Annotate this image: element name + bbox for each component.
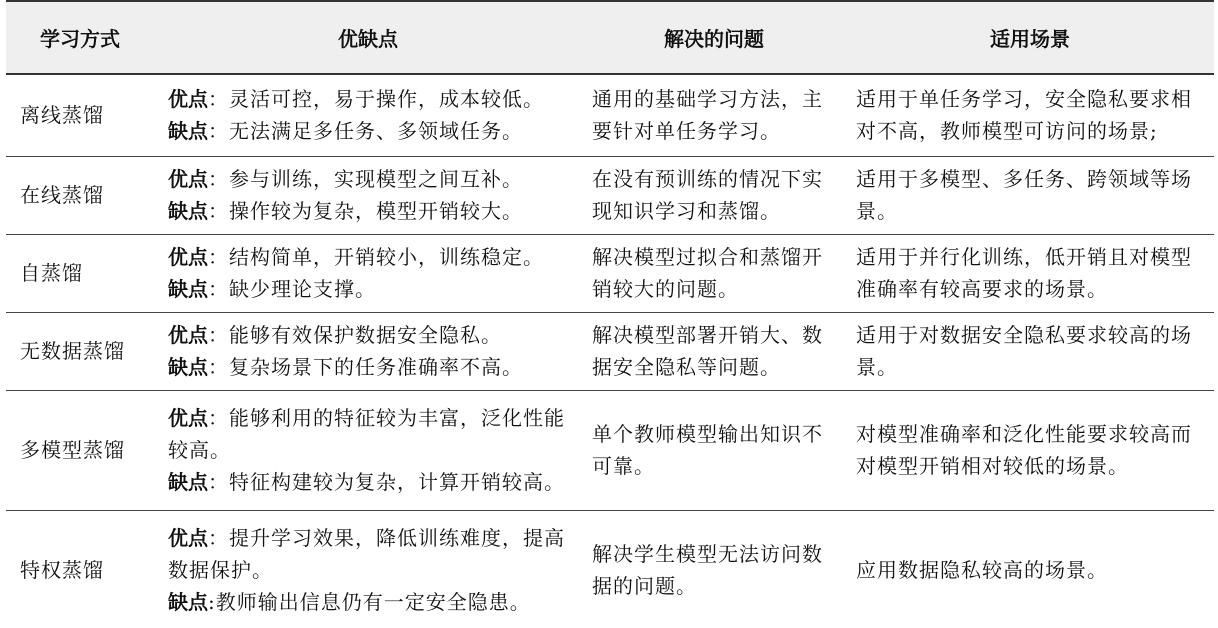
- method-cell: 特权蒸馏: [20, 557, 104, 582]
- method-cell: 多模型蒸馏: [20, 438, 125, 462]
- cons-text: 缺少理论支撑。: [229, 277, 376, 301]
- pros-text: 参与训练，实现模型之间互补。: [229, 167, 523, 191]
- pros-cons-cell: [154, 510, 582, 628]
- cons-label: 缺点: [168, 589, 208, 614]
- pros-label: 优点: [168, 167, 208, 191]
- problem-cell: 解决学生模型无法访问数据的问题。: [592, 541, 823, 598]
- cons-separator: :: [208, 589, 216, 614]
- cons-line: [168, 195, 576, 227]
- pros-cons-cell: [154, 74, 582, 156]
- header-problem-solved: 解决的问题: [664, 27, 764, 51]
- pros-text: 灵活可控，易于操作，成本较低。: [229, 87, 544, 112]
- pros-text: 结构简单，开销较小，训练稳定。: [229, 245, 544, 269]
- scene-cell: 适用于单任务学习，安全隐私要求相对不高，教师模型可访问的场景;: [856, 87, 1192, 144]
- pros-cons-cell: [154, 234, 582, 312]
- method-cell: 离线蒸馏: [20, 103, 104, 128]
- cons-separator: ：: [208, 277, 229, 301]
- table-body: [6, 74, 1214, 628]
- cons-separator: ：: [208, 119, 229, 144]
- problem-cell: 单个教师模型输出知识不可靠。: [592, 422, 823, 478]
- pros-text: 能够利用的特征较为丰富，泛化性能较高。: [168, 406, 565, 462]
- pros-label: 优点: [168, 406, 208, 430]
- pros-cons-cell: [154, 390, 582, 510]
- header-applicable-scene: 适用场景: [990, 27, 1070, 51]
- scene-cell: 适用于对数据安全隐私要求较高的场景。: [856, 323, 1192, 379]
- header-learning-method: 学习方式: [40, 27, 120, 51]
- cons-label: 缺点: [168, 470, 208, 494]
- table-row: [6, 510, 1214, 628]
- problem-cell: 解决模型部署开销大、数据安全隐私等问题。: [592, 323, 823, 379]
- pros-separator: ：: [208, 87, 229, 112]
- cons-text: 特征构建较为复杂，计算开销较高。: [229, 470, 565, 494]
- cons-label: 缺点: [168, 119, 208, 144]
- pros-text: 提升学习效果，降低训练难度，提高数据保护。: [168, 525, 565, 582]
- cons-text: 复杂场景下的任务准确率不高。: [229, 355, 523, 379]
- problem-cell: 在没有预训练的情况下实现知识学习和蒸馏。: [592, 167, 823, 223]
- scene-cell: 适用于并行化训练，低开销且对模型准确率有较高要求的场景。: [856, 245, 1192, 301]
- header-pros-cons: 优缺点: [338, 27, 398, 51]
- pros-cons-cell: [154, 156, 582, 234]
- problem-cell: 解决模型过拟合和蒸馏开销较大的问题。: [592, 245, 823, 301]
- pros-line: [168, 319, 576, 351]
- cons-line: [168, 351, 576, 383]
- problem-cell: 通用的基础学习方法，主要针对单任务学习。: [592, 87, 823, 144]
- method-cell: 无数据蒸馏: [20, 339, 125, 363]
- pros-line: [168, 163, 576, 195]
- pros-label: 优点: [168, 323, 208, 347]
- scene-cell: 适用于多模型、多任务、跨领域等场景。: [856, 167, 1192, 223]
- cons-line: [168, 466, 576, 498]
- pros-separator: ：: [208, 167, 229, 191]
- pros-cons-cell: [154, 312, 582, 390]
- pros-separator: ：: [208, 245, 229, 269]
- pros-separator: ：: [208, 525, 229, 550]
- pros-line: [168, 83, 576, 115]
- pros-line: [168, 241, 576, 273]
- table-row: [6, 234, 1214, 312]
- table-header: [6, 1, 1214, 74]
- scene-cell: 应用数据隐私较高的场景。: [856, 557, 1108, 582]
- cons-separator: ：: [208, 199, 229, 223]
- cons-line: [168, 115, 576, 147]
- cons-separator: ：: [208, 355, 229, 379]
- cons-line: [168, 586, 576, 618]
- method-cell: 在线蒸馏: [20, 183, 104, 207]
- cons-label: 缺点: [168, 199, 208, 223]
- table-row: [6, 156, 1214, 234]
- scene-cell: 对模型准确率和泛化性能要求较高而对模型开销相对较低的场景。: [856, 422, 1192, 478]
- cons-text: 无法满足多任务、多领域任务。: [229, 119, 523, 144]
- pros-label: 优点: [168, 525, 208, 550]
- pros-separator: ：: [208, 406, 229, 430]
- header-row: [6, 1, 1214, 74]
- cons-separator: ：: [208, 470, 229, 494]
- pros-line: [168, 402, 576, 466]
- cons-text: 操作较为复杂，模型开销较大。: [229, 199, 523, 223]
- table-row: [6, 390, 1214, 510]
- method-cell: 自蒸馏: [20, 261, 83, 285]
- cons-text: 教师输出信息仍有一定安全隐患。: [215, 589, 531, 614]
- cons-line: [168, 273, 576, 305]
- pros-separator: ：: [208, 323, 229, 347]
- pros-label: 优点: [168, 245, 208, 269]
- table-row: [6, 74, 1214, 156]
- pros-line: [168, 522, 576, 586]
- pros-text: 能够有效保护数据安全隐私。: [229, 323, 502, 347]
- cons-label: 缺点: [168, 355, 208, 379]
- cons-label: 缺点: [168, 277, 208, 301]
- pros-label: 优点: [168, 87, 208, 112]
- table-row: [6, 312, 1214, 390]
- distillation-comparison-table: [6, 0, 1214, 628]
